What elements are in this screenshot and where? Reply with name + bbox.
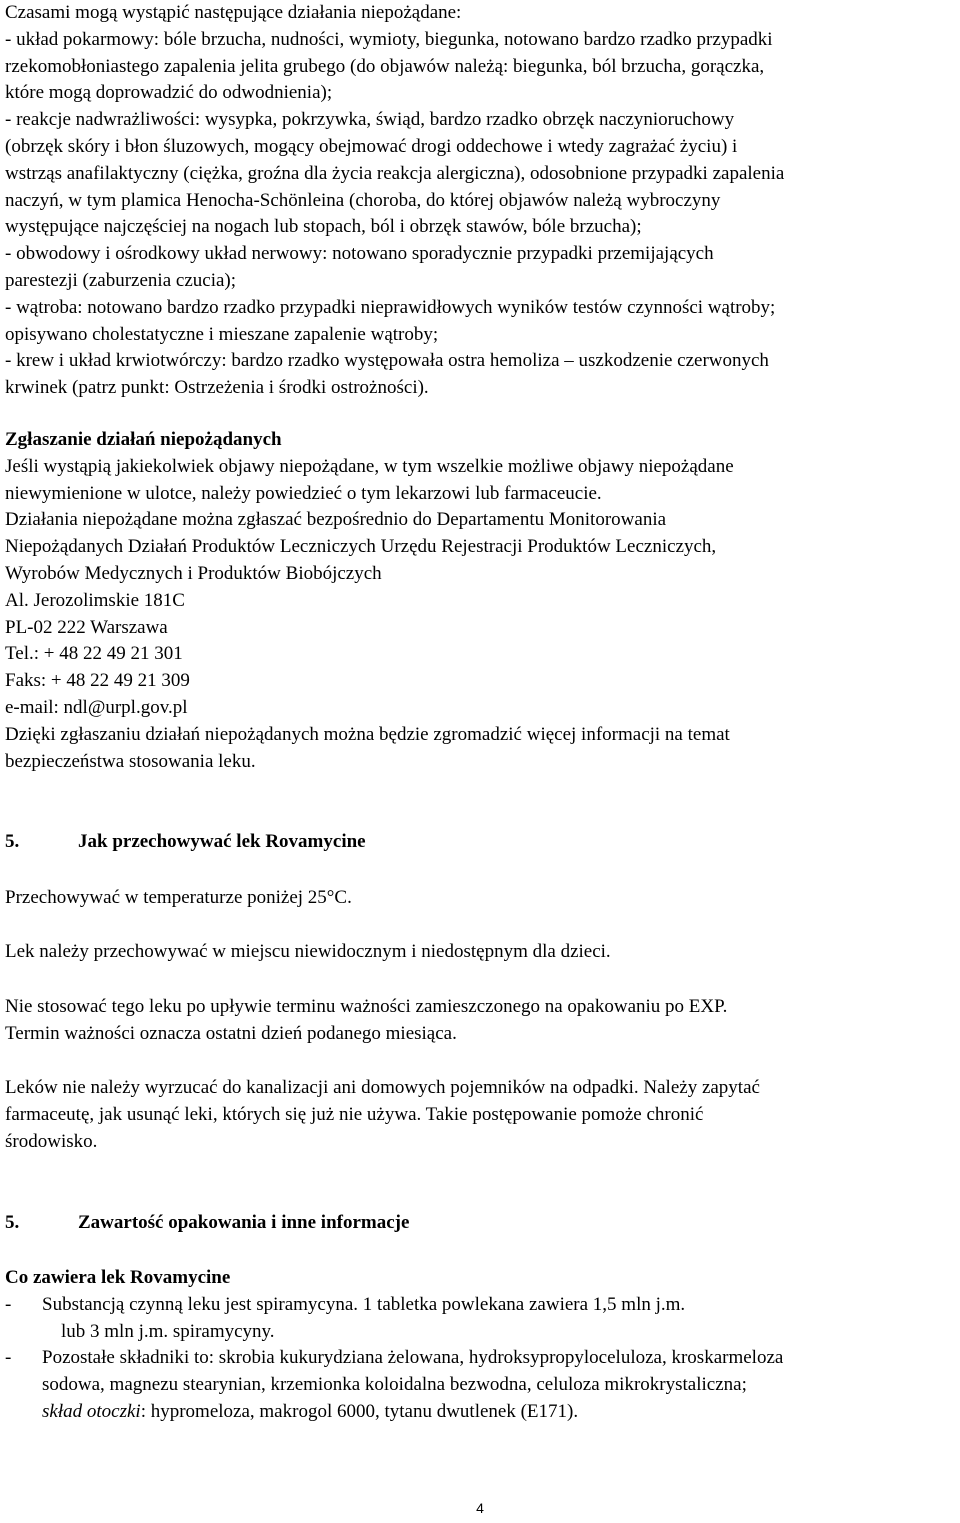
- section-number: 5.: [5, 1212, 20, 1233]
- text-line: [42, 1399, 783, 1426]
- section-heading: [5, 1210, 409, 1237]
- text-line: Pozostałe składniki to: skrobia kukurydziana żelowana, hydroksypropyloceluloza, kroskarmeloza: [42, 1347, 784, 1369]
- text-line: sodowa, magnezu stearynian, krzemionka koloidalna bezwodna, celuloza mikrokrystaliczna;: [42, 1374, 747, 1396]
- storage-section: [5, 829, 366, 856]
- text-line: bezpieczeństwa stosowania leku.: [5, 750, 256, 772]
- text-line: Dzięki zgłaszaniu działań niepożądanych można będzie zgromadzić więcej informacji na temat: [5, 723, 730, 745]
- text-fragment: : hypromeloza, makrogol 6000, tytanu dwutlenek (E171).: [140, 1400, 579, 1422]
- section-heading: Zgłaszanie działań niepożądanych: [5, 429, 282, 450]
- text-line: - wątroba: notowano bardzo rzadko przypadki nieprawidłowych wyników testów czynności wątroby;: [5, 296, 776, 318]
- text-line: które mogą doprowadzić do odwodnienia);: [5, 82, 333, 104]
- text-line: środowisko.: [5, 1130, 98, 1152]
- address-line: PL-02 222 Warszawa: [5, 616, 168, 638]
- storage-expiry: [5, 994, 727, 1048]
- phone-line: Tel.: + 48 22 49 21 301: [5, 643, 183, 665]
- section-heading: [5, 829, 366, 856]
- bullet-dash: -: [5, 1347, 12, 1369]
- text-line: naczyń, w tym plamica Henocha-Schönleina (choroba, do której objawów należą wybroczyny: [5, 189, 721, 211]
- text-line: Czasami mogą wystąpić następujące działania niepożądane:: [5, 2, 462, 23]
- text-line: rzekomobłoniastego zapalenia jelita grubego (do objawów należą: biegunka, ból brzucha, gorączka,: [5, 55, 765, 77]
- contents-section: [5, 1265, 783, 1426]
- reporting-section: [5, 427, 734, 775]
- text-line: opisywano cholestatyczne i mieszane zapalenie wątroby;: [5, 323, 439, 345]
- section-number: 5.: [5, 831, 20, 852]
- text-line: parestezji (zaburzenia czucia);: [5, 269, 237, 291]
- text-line: - układ pokarmowy: bóle brzucha, nudności, wymioty, biegunka, notowano bardzo rzadko przypadki: [5, 28, 773, 50]
- address-line: Al. Jerozolimskie 181C: [5, 589, 185, 611]
- list-item: [5, 1345, 783, 1425]
- text-line: Niepożądanych Działań Produktów Leczniczych Urzędu Rejestracji Produktów Leczniczych,: [5, 536, 717, 558]
- text-line: Nie stosować tego leku po upływie terminu ważności zamieszczonego na opakowaniu po EXP.: [5, 996, 728, 1017]
- bullet-dash: -: [5, 1293, 12, 1315]
- email-line: e-mail: ndl@urpl.gov.pl: [5, 696, 188, 718]
- list-item: [5, 1292, 783, 1346]
- text-line: (obrzęk skóry i błon śluzowych, mogący obejmować drogi oddechowe i wtedy zagrażać życiu) i: [5, 135, 738, 157]
- text-line: niewymienione w ulotce, należy powiedzieć o tym lekarzowi lub farmaceucie.: [5, 482, 602, 504]
- text-line: Działania niepożądane można zgłaszać bezpośrednio do Departamentu Monitorowania: [5, 509, 667, 531]
- fax-line: Faks: + 48 22 49 21 309: [5, 670, 190, 692]
- italic-label: skład otoczki: [42, 1400, 141, 1422]
- section-title: Jak przechowywać lek Rovamycine: [78, 831, 366, 852]
- text-line: występujące najczęściej na nogach lub stopach, ból i obrzęk stawów, bóle brzucha);: [5, 216, 642, 238]
- text-line: Jeśli wystąpią jakiekolwiek objawy niepożądane, w tym wszelkie możliwe objawy niepożądane: [5, 455, 734, 477]
- text-line: Substancją czynną leku jest spiramycyna. 1 tabletka powlekana zawiera 1,5 mln j.m.: [42, 1293, 686, 1315]
- section-title: Zawartość opakowania i inne informacje: [78, 1212, 410, 1233]
- page-number: 4: [476, 1500, 484, 1516]
- text-line: krwinek (patrz punkt: Ostrzeżenia i środki ostrożności).: [5, 377, 429, 399]
- storage-children: Lek należy przechowywać w miejscu niewidocznym i niedostępnym dla dzieci.: [5, 941, 611, 962]
- storage-temperature: Przechowywać w temperaturze poniżej 25°C.: [5, 887, 352, 908]
- text-line: Termin ważności oznacza ostatni dzień podanego miesiąca.: [5, 1022, 457, 1044]
- text-line: Wyrobów Medycznych i Produktów Biobójczych: [5, 562, 382, 584]
- text-line: lub 3 mln j.m. spiramycyny.: [61, 1320, 275, 1342]
- text-line: - krew i układ krwiotwórczy: bardzo rzadko występowała ostra hemoliza – uszkodzenie czerwonych: [5, 350, 769, 372]
- text-line: - obwodowy i ośrodkowy układ nerwowy: notowano sporadycznie przypadki przemijających: [5, 243, 714, 265]
- text-line: Leków nie należy wyrzucać do kanalizacji ani domowych pojemników na odpadki. Należy zapytać: [5, 1077, 760, 1098]
- text-line: - reakcje nadwrażliwości: wysypka, pokrzywka, świąd, bardzo rzadko obrzęk naczynioruchowy: [5, 109, 735, 131]
- storage-disposal: [5, 1075, 760, 1155]
- text-line: farmaceutę, jak usunąć leki, których się już nie używa. Takie postępowanie pomoże chronić: [5, 1103, 704, 1125]
- side-effects-section: [5, 0, 784, 402]
- text-line: wstrząs anafilaktyczny (ciężka, groźna dla życia reakcja alergiczna), odosobnione przypadki zapalenia: [5, 162, 785, 184]
- subsection-heading: Co zawiera lek Rovamycine: [5, 1267, 231, 1288]
